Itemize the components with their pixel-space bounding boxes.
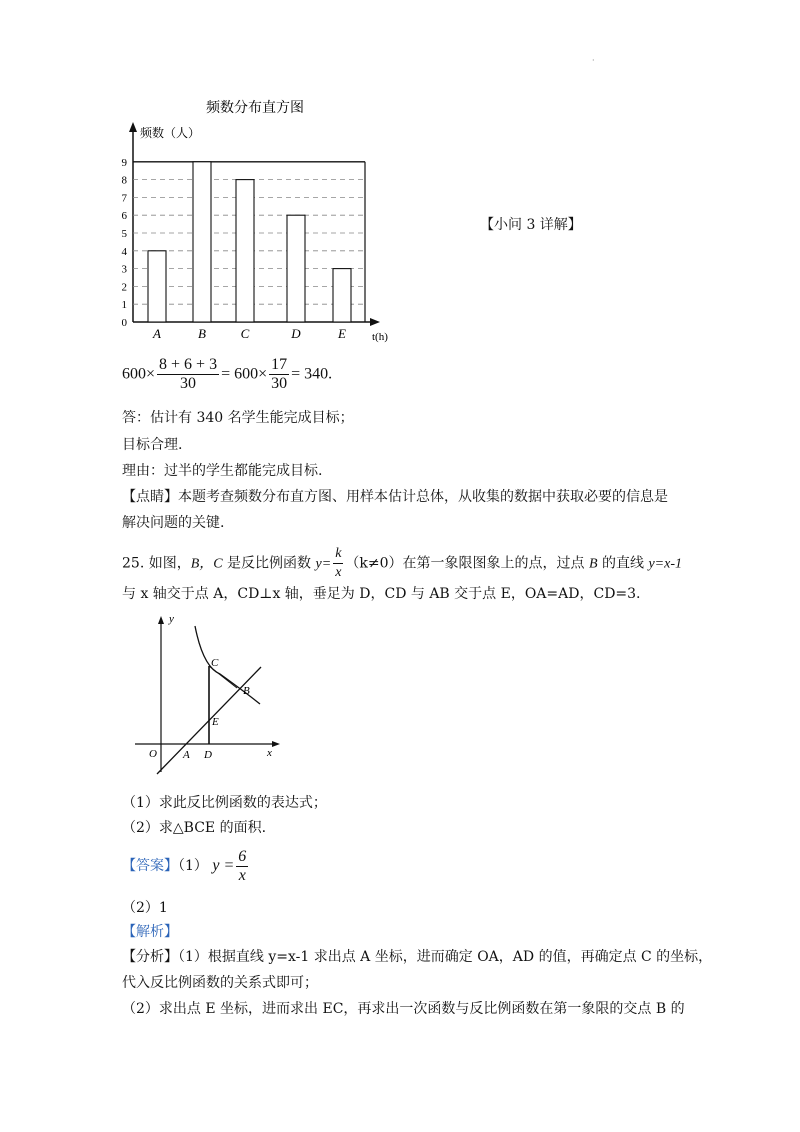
- y-tick-label: 6: [121, 210, 127, 223]
- y-tick-label: 2: [121, 281, 127, 294]
- calc-frac2-den: 30: [271, 375, 288, 392]
- calc-mid: = 600×: [221, 365, 268, 383]
- analysis-line-3: （2）求出点 E 坐标，进而求出 EC，再求出一次函数与反比例函数在第一象限的交点 B 的: [122, 1001, 685, 1017]
- analysis-tag: 【解析】: [122, 924, 178, 940]
- q25-frac-den: x: [335, 565, 342, 580]
- reason-line-2: 理由：过半的学生都能完成目标.: [122, 463, 323, 479]
- fig-label-x: x: [267, 747, 272, 759]
- histogram-xlabel: t(h): [372, 331, 388, 343]
- reason-line-1: 目标合理.: [122, 437, 183, 453]
- q25-frac-num: k: [333, 545, 343, 564]
- analysis-text-1: （1）根据直线 y=x-1 求出点 A 坐标，进而确定 OA，AD 的值，再确定点 C 的坐标，: [178, 949, 713, 965]
- x-category-label: E: [338, 326, 346, 341]
- y-tick-label: 7: [121, 192, 127, 205]
- calc-result: = 340.: [291, 365, 333, 383]
- comment-text: 本题考查频数分布直方图、用样本估计总体，从收集的数据中获取必要的信息是: [178, 489, 668, 505]
- fig-label-e: E: [212, 716, 219, 728]
- answer-y: y =: [212, 857, 235, 874]
- calc-frac1-num: 8 + 6 + 3: [159, 356, 218, 373]
- side-label: 【小问 3 详解】: [480, 217, 582, 233]
- q25-pre: 25. 如图，: [122, 555, 191, 572]
- answer-tag: 【答案】: [122, 858, 178, 874]
- y-tick-label: 4: [121, 245, 127, 258]
- q25-y-eq: y=: [315, 556, 332, 572]
- question-25-line-2: 与 x 轴交于点 A，CD⊥x 轴，垂足为 D，CD 与 AB 交于点 E，OA=AD，CD=3.: [122, 586, 641, 602]
- geometry-figure: [125, 612, 285, 778]
- answer-row: [122, 846, 250, 886]
- fenxi-tag: 【分析】: [122, 949, 178, 965]
- comment-line-2: 解决问题的关键.: [122, 515, 225, 531]
- fig-label-o: O: [149, 748, 157, 760]
- q25-cond: （k≠0）在第一象限图象上的点，过点: [345, 555, 589, 572]
- calc-frac2-num: 17: [271, 356, 288, 373]
- segment-cb: [209, 666, 237, 688]
- fig-x-arrow: [272, 741, 280, 747]
- q25-frac: [333, 545, 343, 582]
- y-tick-label: 0: [121, 317, 127, 329]
- question-25-line-1: [122, 545, 682, 582]
- q25-mid2: 的直线: [597, 555, 649, 572]
- page-dot: ·: [592, 56, 595, 65]
- x-category-label: C: [240, 326, 250, 341]
- x-category-label: B: [198, 326, 206, 341]
- q25-mid1: 是反比例函数: [222, 555, 316, 572]
- calc-frac1-den: 30: [180, 375, 197, 392]
- q25-b: B: [588, 556, 598, 572]
- histogram-chart: [110, 92, 410, 348]
- histogram-bar: [193, 162, 211, 322]
- x-category-label: D: [291, 326, 301, 341]
- y-tick-label: 1: [121, 299, 127, 312]
- y-tick-label: 9: [121, 156, 127, 169]
- calc-frac1: [157, 356, 219, 393]
- answer-p2: （2）1: [122, 900, 168, 916]
- answer-frac: [236, 848, 248, 885]
- analysis-line-1: [122, 947, 712, 967]
- part-2: （2）求△BCE 的面积.: [122, 820, 267, 836]
- fig-y-arrow: [158, 616, 164, 624]
- answer-line: 答：估计有 340 名学生能完成目标；: [122, 410, 354, 426]
- y-tick-label: 3: [121, 263, 127, 276]
- analysis-line-2: 代入反比例函数的关系式即可；: [122, 975, 318, 991]
- histogram-ylabel: 频数（人）: [140, 126, 201, 140]
- x-category-label: A: [153, 326, 161, 341]
- fig-label-b: B: [243, 685, 250, 697]
- fig-label-y: y: [169, 613, 174, 625]
- fig-label-a: A: [183, 749, 190, 761]
- histogram-bar: [148, 251, 166, 322]
- comment-tag: 【点睛】: [122, 489, 178, 505]
- histogram-bar: [236, 180, 254, 322]
- answer-frac-den: x: [238, 866, 246, 884]
- calc-row: [122, 356, 332, 393]
- y-tick-label: 8: [121, 174, 127, 187]
- q25-bc: B，C: [190, 556, 223, 572]
- fig-label-d: D: [204, 749, 212, 761]
- comment-line: [122, 487, 668, 507]
- part-1: （1）求此反比例函数的表达式；: [122, 795, 327, 811]
- x-axis-arrow: [370, 318, 380, 326]
- histogram-title: 频数分布直方图: [206, 100, 304, 116]
- answer-frac-num: 6: [238, 847, 247, 865]
- histogram-bar: [333, 269, 351, 322]
- hyperbola-curve: [195, 626, 260, 704]
- q25-line: y=x-1: [648, 556, 682, 572]
- y-tick-label: 5: [121, 228, 127, 240]
- calc-a: 600×: [122, 365, 156, 383]
- y-axis-arrow: [129, 122, 137, 132]
- calc-frac2: [269, 356, 289, 393]
- answer-p1: （1）: [178, 858, 208, 874]
- histogram-bar: [287, 215, 305, 322]
- fig-label-c: C: [211, 657, 219, 669]
